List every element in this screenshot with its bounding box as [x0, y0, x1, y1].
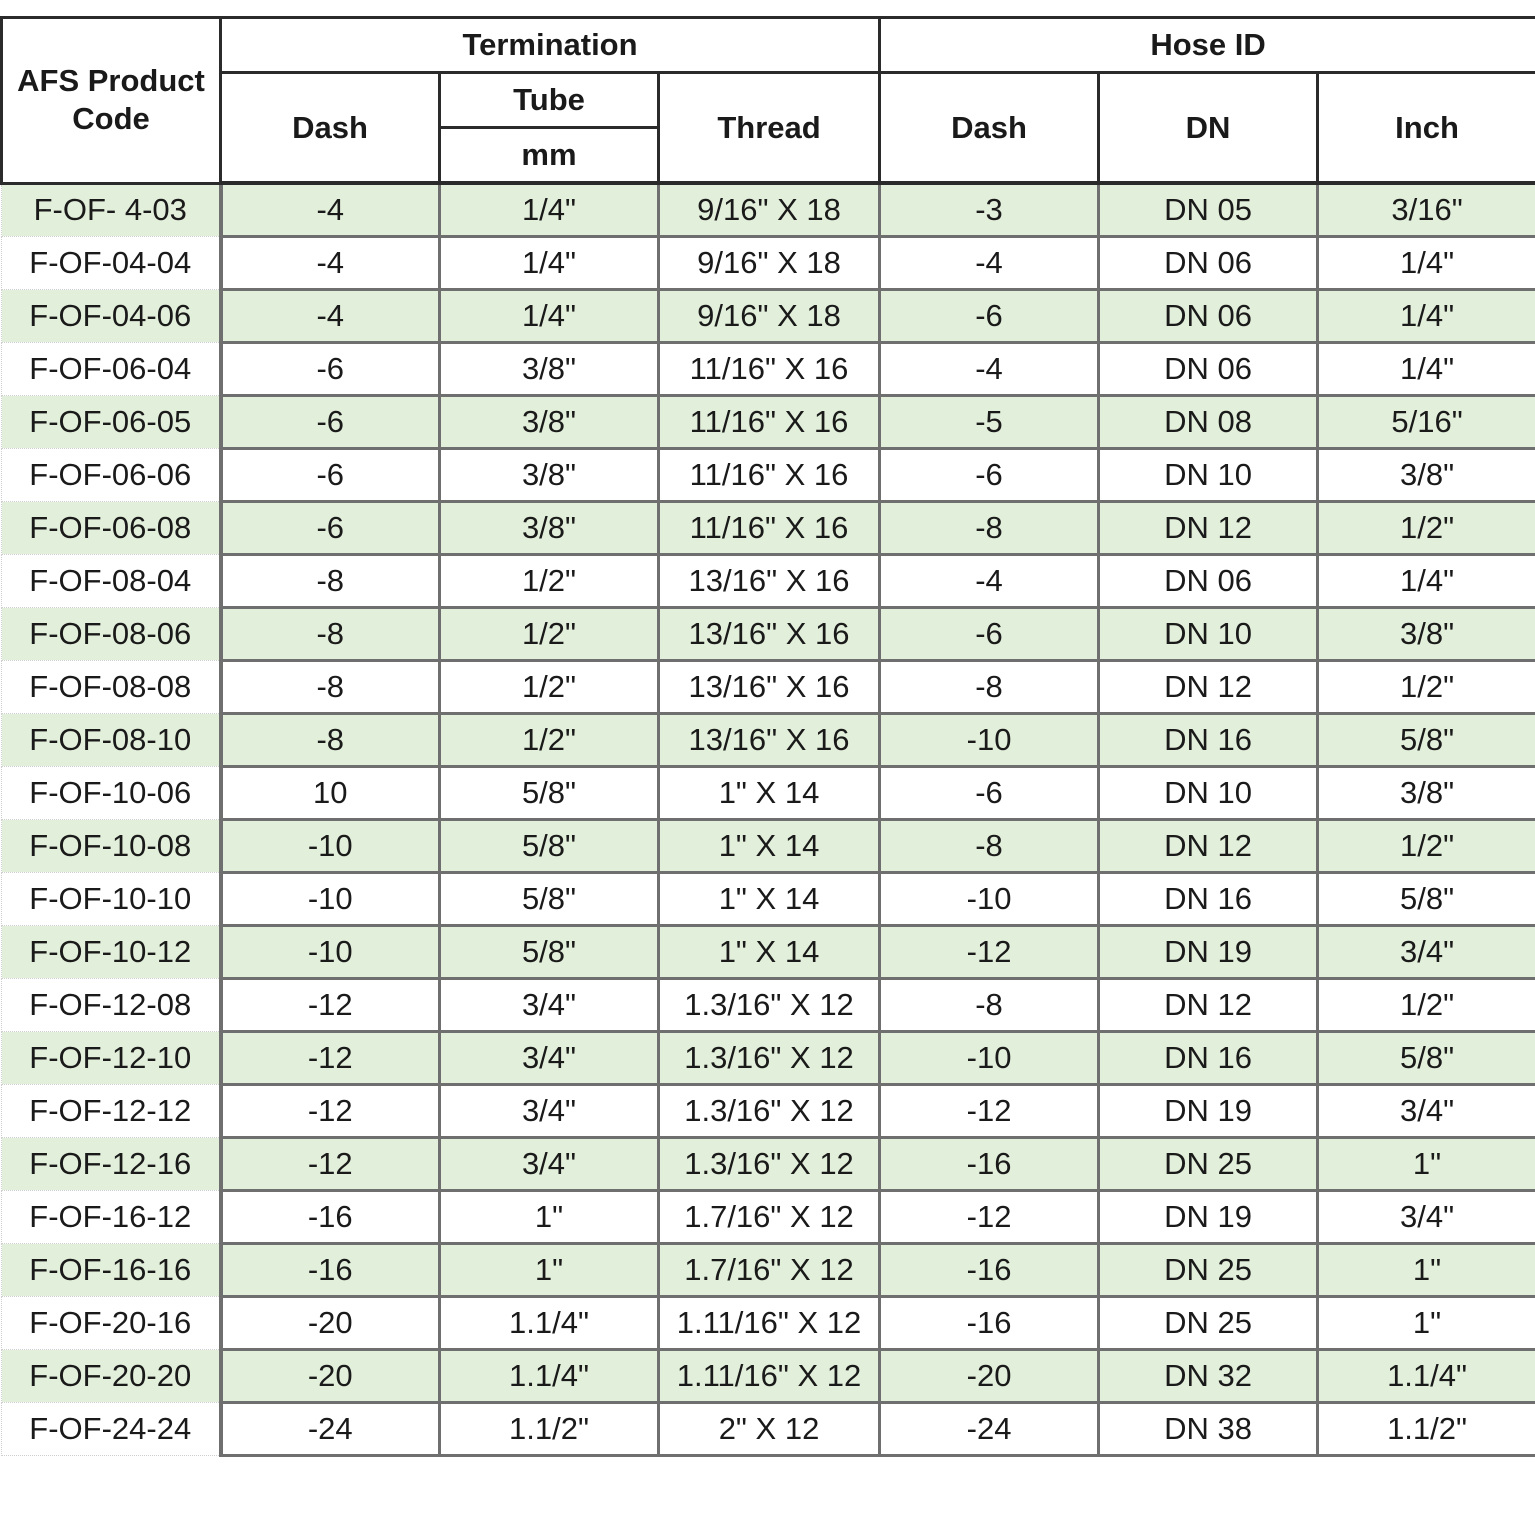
cell-hose-inch: 5/16" [1318, 396, 1535, 449]
cell-hose-inch: 1/4" [1318, 555, 1535, 608]
cell-termination-dash: -6 [221, 449, 440, 502]
cell-hose-dash: -16 [880, 1297, 1099, 1350]
cell-thread: 1.3/16" X 12 [659, 1085, 880, 1138]
cell-hose-inch: 5/8" [1318, 1032, 1535, 1085]
header-hose-inch: Inch [1318, 73, 1535, 184]
cell-tube-size: 1/2" [440, 608, 659, 661]
cell-product-code: F-OF-08-04 [2, 555, 221, 608]
cell-thread: 9/16" X 18 [659, 183, 880, 237]
cell-tube-size: 3/4" [440, 1138, 659, 1191]
cell-product-code: F-OF-10-10 [2, 873, 221, 926]
cell-thread: 13/16" X 16 [659, 661, 880, 714]
cell-termination-dash: -8 [221, 714, 440, 767]
cell-tube-size: 3/8" [440, 396, 659, 449]
cell-hose-dash: -12 [880, 926, 1099, 979]
cell-hose-dash: -4 [880, 237, 1099, 290]
cell-thread: 1.3/16" X 12 [659, 1032, 880, 1085]
header-hose-dash: Dash [880, 73, 1099, 184]
cell-thread: 1.11/16" X 12 [659, 1297, 880, 1350]
cell-termination-dash: -6 [221, 502, 440, 555]
cell-tube-size: 1/4" [440, 290, 659, 343]
cell-thread: 1.3/16" X 12 [659, 1138, 880, 1191]
cell-tube-size: 1/4" [440, 183, 659, 237]
cell-hose-dn: DN 06 [1099, 237, 1318, 290]
cell-termination-dash: -8 [221, 555, 440, 608]
cell-thread: 13/16" X 16 [659, 714, 880, 767]
cell-tube-size: 3/4" [440, 979, 659, 1032]
cell-product-code: F-OF-06-06 [2, 449, 221, 502]
cell-hose-dn: DN 05 [1099, 183, 1318, 237]
table-row [2, 820, 1535, 873]
table-row [2, 1191, 1535, 1244]
cell-hose-dash: -16 [880, 1138, 1099, 1191]
table-row [2, 661, 1535, 714]
cell-tube-size: 1/2" [440, 555, 659, 608]
cell-termination-dash: -8 [221, 608, 440, 661]
cell-thread: 11/16" X 16 [659, 502, 880, 555]
cell-hose-inch: 1/4" [1318, 237, 1535, 290]
cell-hose-dn: DN 12 [1099, 661, 1318, 714]
cell-hose-dash: -20 [880, 1350, 1099, 1403]
cell-tube-size: 3/8" [440, 343, 659, 396]
cell-hose-dn: DN 16 [1099, 1032, 1318, 1085]
cell-hose-dash: -10 [880, 1032, 1099, 1085]
header-hose-id: Hose ID [880, 18, 1535, 73]
cell-hose-dn: DN 12 [1099, 502, 1318, 555]
cell-hose-dash: -4 [880, 343, 1099, 396]
cell-product-code: F-OF-24-24 [2, 1403, 221, 1456]
cell-thread: 1" X 14 [659, 926, 880, 979]
table-row [2, 608, 1535, 661]
cell-hose-dn: DN 16 [1099, 714, 1318, 767]
cell-termination-dash: -8 [221, 661, 440, 714]
cell-product-code: F-OF-12-08 [2, 979, 221, 1032]
cell-hose-dn: DN 10 [1099, 449, 1318, 502]
cell-tube-size: 5/8" [440, 926, 659, 979]
cell-termination-dash: -12 [221, 1032, 440, 1085]
cell-hose-dn: DN 08 [1099, 396, 1318, 449]
cell-hose-dash: -8 [880, 979, 1099, 1032]
cell-hose-dash: -3 [880, 183, 1099, 237]
cell-termination-dash: 10 [221, 767, 440, 820]
cell-thread: 1" X 14 [659, 820, 880, 873]
cell-hose-dn: DN 12 [1099, 820, 1318, 873]
cell-hose-dn: DN 10 [1099, 608, 1318, 661]
table-row [2, 502, 1535, 555]
table-row [2, 767, 1535, 820]
cell-thread: 1.3/16" X 12 [659, 979, 880, 1032]
cell-hose-dash: -24 [880, 1403, 1099, 1456]
table-body [2, 183, 1535, 1456]
cell-hose-dn: DN 06 [1099, 555, 1318, 608]
table-row [2, 343, 1535, 396]
cell-hose-dash: -6 [880, 767, 1099, 820]
cell-termination-dash: -24 [221, 1403, 440, 1456]
cell-hose-dash: -12 [880, 1085, 1099, 1138]
cell-tube-size: 1/2" [440, 714, 659, 767]
table-row [2, 396, 1535, 449]
cell-termination-dash: -10 [221, 820, 440, 873]
table-row [2, 1403, 1535, 1456]
cell-hose-dn: DN 19 [1099, 926, 1318, 979]
cell-hose-dash: -12 [880, 1191, 1099, 1244]
cell-hose-inch: 3/8" [1318, 608, 1535, 661]
cell-thread: 11/16" X 16 [659, 396, 880, 449]
cell-tube-size: 1.1/4" [440, 1350, 659, 1403]
cell-hose-inch: 1" [1318, 1138, 1535, 1191]
table-row [2, 1244, 1535, 1297]
cell-tube-size: 5/8" [440, 767, 659, 820]
header-termination-tube-unit: mm [440, 128, 659, 184]
cell-hose-dash: -10 [880, 714, 1099, 767]
cell-hose-dash: -6 [880, 290, 1099, 343]
cell-product-code: F-OF- 4-03 [2, 183, 221, 237]
cell-thread: 9/16" X 18 [659, 290, 880, 343]
cell-termination-dash: -20 [221, 1297, 440, 1350]
cell-hose-dash: -10 [880, 873, 1099, 926]
cell-thread: 13/16" X 16 [659, 608, 880, 661]
cell-product-code: F-OF-10-12 [2, 926, 221, 979]
cell-hose-inch: 1" [1318, 1244, 1535, 1297]
cell-hose-dn: DN 10 [1099, 767, 1318, 820]
header-termination-tube: Tube [440, 73, 659, 128]
fittings-spec-table [0, 16, 1535, 1457]
cell-hose-inch: 1/4" [1318, 290, 1535, 343]
table-row [2, 714, 1535, 767]
table-row [2, 926, 1535, 979]
cell-hose-dn: DN 12 [1099, 979, 1318, 1032]
table-row [2, 290, 1535, 343]
cell-termination-dash: -20 [221, 1350, 440, 1403]
cell-thread: 1.7/16" X 12 [659, 1191, 880, 1244]
table-row [2, 237, 1535, 290]
cell-product-code: F-OF-10-06 [2, 767, 221, 820]
header-termination-thread: Thread [659, 73, 880, 184]
cell-hose-dash: -8 [880, 820, 1099, 873]
cell-product-code: F-OF-06-05 [2, 396, 221, 449]
cell-hose-dash: -6 [880, 608, 1099, 661]
cell-termination-dash: -6 [221, 396, 440, 449]
cell-product-code: F-OF-16-12 [2, 1191, 221, 1244]
cell-hose-inch: 1/2" [1318, 820, 1535, 873]
cell-termination-dash: -4 [221, 290, 440, 343]
cell-termination-dash: -12 [221, 1138, 440, 1191]
cell-thread: 1.11/16" X 12 [659, 1350, 880, 1403]
cell-product-code: F-OF-08-06 [2, 608, 221, 661]
cell-tube-size: 3/8" [440, 502, 659, 555]
cell-hose-inch: 3/16" [1318, 183, 1535, 237]
cell-hose-dn: DN 25 [1099, 1138, 1318, 1191]
table-row [2, 979, 1535, 1032]
cell-hose-dn: DN 25 [1099, 1244, 1318, 1297]
cell-thread: 11/16" X 16 [659, 343, 880, 396]
cell-thread: 11/16" X 16 [659, 449, 880, 502]
cell-tube-size: 1.1/4" [440, 1297, 659, 1350]
cell-tube-size: 1/4" [440, 237, 659, 290]
cell-hose-inch: 3/8" [1318, 767, 1535, 820]
cell-thread: 1" X 14 [659, 767, 880, 820]
table-row [2, 555, 1535, 608]
cell-hose-inch: 1.1/2" [1318, 1403, 1535, 1456]
cell-product-code: F-OF-06-04 [2, 343, 221, 396]
cell-product-code: F-OF-12-16 [2, 1138, 221, 1191]
cell-termination-dash: -12 [221, 979, 440, 1032]
cell-hose-dn: DN 19 [1099, 1085, 1318, 1138]
cell-product-code: F-OF-06-08 [2, 502, 221, 555]
cell-product-code: F-OF-08-10 [2, 714, 221, 767]
cell-tube-size: 5/8" [440, 820, 659, 873]
header-hose-dn: DN [1099, 73, 1318, 184]
table-header [2, 18, 1535, 184]
cell-hose-dash: -8 [880, 502, 1099, 555]
cell-tube-size: 1.1/2" [440, 1403, 659, 1456]
cell-hose-dash: -8 [880, 661, 1099, 714]
cell-hose-inch: 5/8" [1318, 873, 1535, 926]
cell-termination-dash: -10 [221, 873, 440, 926]
cell-thread: 13/16" X 16 [659, 555, 880, 608]
cell-hose-inch: 3/8" [1318, 449, 1535, 502]
cell-tube-size: 3/4" [440, 1085, 659, 1138]
table-row [2, 183, 1535, 237]
cell-thread: 2" X 12 [659, 1403, 880, 1456]
cell-product-code: F-OF-12-10 [2, 1032, 221, 1085]
cell-hose-inch: 3/4" [1318, 1085, 1535, 1138]
cell-hose-inch: 5/8" [1318, 714, 1535, 767]
cell-hose-dn: DN 32 [1099, 1350, 1318, 1403]
header-product-code: AFS Product Code [2, 18, 221, 184]
cell-tube-size: 5/8" [440, 873, 659, 926]
cell-hose-dn: DN 25 [1099, 1297, 1318, 1350]
fittings-spec-table-container [0, 16, 1535, 1457]
cell-tube-size: 1" [440, 1244, 659, 1297]
cell-hose-dn: DN 06 [1099, 290, 1318, 343]
table-row [2, 1297, 1535, 1350]
cell-product-code: F-OF-12-12 [2, 1085, 221, 1138]
cell-tube-size: 3/4" [440, 1032, 659, 1085]
cell-product-code: F-OF-20-16 [2, 1297, 221, 1350]
cell-product-code: F-OF-04-04 [2, 237, 221, 290]
cell-termination-dash: -4 [221, 183, 440, 237]
cell-thread: 9/16" X 18 [659, 237, 880, 290]
cell-hose-dash: -6 [880, 449, 1099, 502]
cell-hose-dash: -5 [880, 396, 1099, 449]
table-row [2, 1032, 1535, 1085]
cell-product-code: F-OF-08-08 [2, 661, 221, 714]
table-row [2, 1138, 1535, 1191]
cell-hose-dn: DN 19 [1099, 1191, 1318, 1244]
cell-termination-dash: -16 [221, 1244, 440, 1297]
cell-hose-dash: -16 [880, 1244, 1099, 1297]
cell-termination-dash: -16 [221, 1191, 440, 1244]
cell-hose-dn: DN 06 [1099, 343, 1318, 396]
cell-hose-dn: DN 38 [1099, 1403, 1318, 1456]
table-row [2, 449, 1535, 502]
cell-hose-inch: 1" [1318, 1297, 1535, 1350]
table-row [2, 1350, 1535, 1403]
cell-tube-size: 1" [440, 1191, 659, 1244]
cell-hose-inch: 1/2" [1318, 502, 1535, 555]
cell-hose-dn: DN 16 [1099, 873, 1318, 926]
header-termination-dash: Dash [221, 73, 440, 184]
cell-product-code: F-OF-20-20 [2, 1350, 221, 1403]
header-termination: Termination [221, 18, 880, 73]
cell-termination-dash: -6 [221, 343, 440, 396]
cell-product-code: F-OF-10-08 [2, 820, 221, 873]
cell-termination-dash: -10 [221, 926, 440, 979]
cell-thread: 1" X 14 [659, 873, 880, 926]
table-row [2, 1085, 1535, 1138]
cell-product-code: F-OF-04-06 [2, 290, 221, 343]
cell-thread: 1.7/16" X 12 [659, 1244, 880, 1297]
cell-hose-dash: -4 [880, 555, 1099, 608]
cell-product-code: F-OF-16-16 [2, 1244, 221, 1297]
cell-hose-inch: 3/4" [1318, 926, 1535, 979]
cell-hose-inch: 1.1/4" [1318, 1350, 1535, 1403]
cell-hose-inch: 1/2" [1318, 661, 1535, 714]
cell-tube-size: 3/8" [440, 449, 659, 502]
cell-hose-inch: 3/4" [1318, 1191, 1535, 1244]
cell-hose-inch: 1/4" [1318, 343, 1535, 396]
cell-termination-dash: -12 [221, 1085, 440, 1138]
cell-hose-inch: 1/2" [1318, 979, 1535, 1032]
cell-tube-size: 1/2" [440, 661, 659, 714]
table-row [2, 873, 1535, 926]
cell-termination-dash: -4 [221, 237, 440, 290]
